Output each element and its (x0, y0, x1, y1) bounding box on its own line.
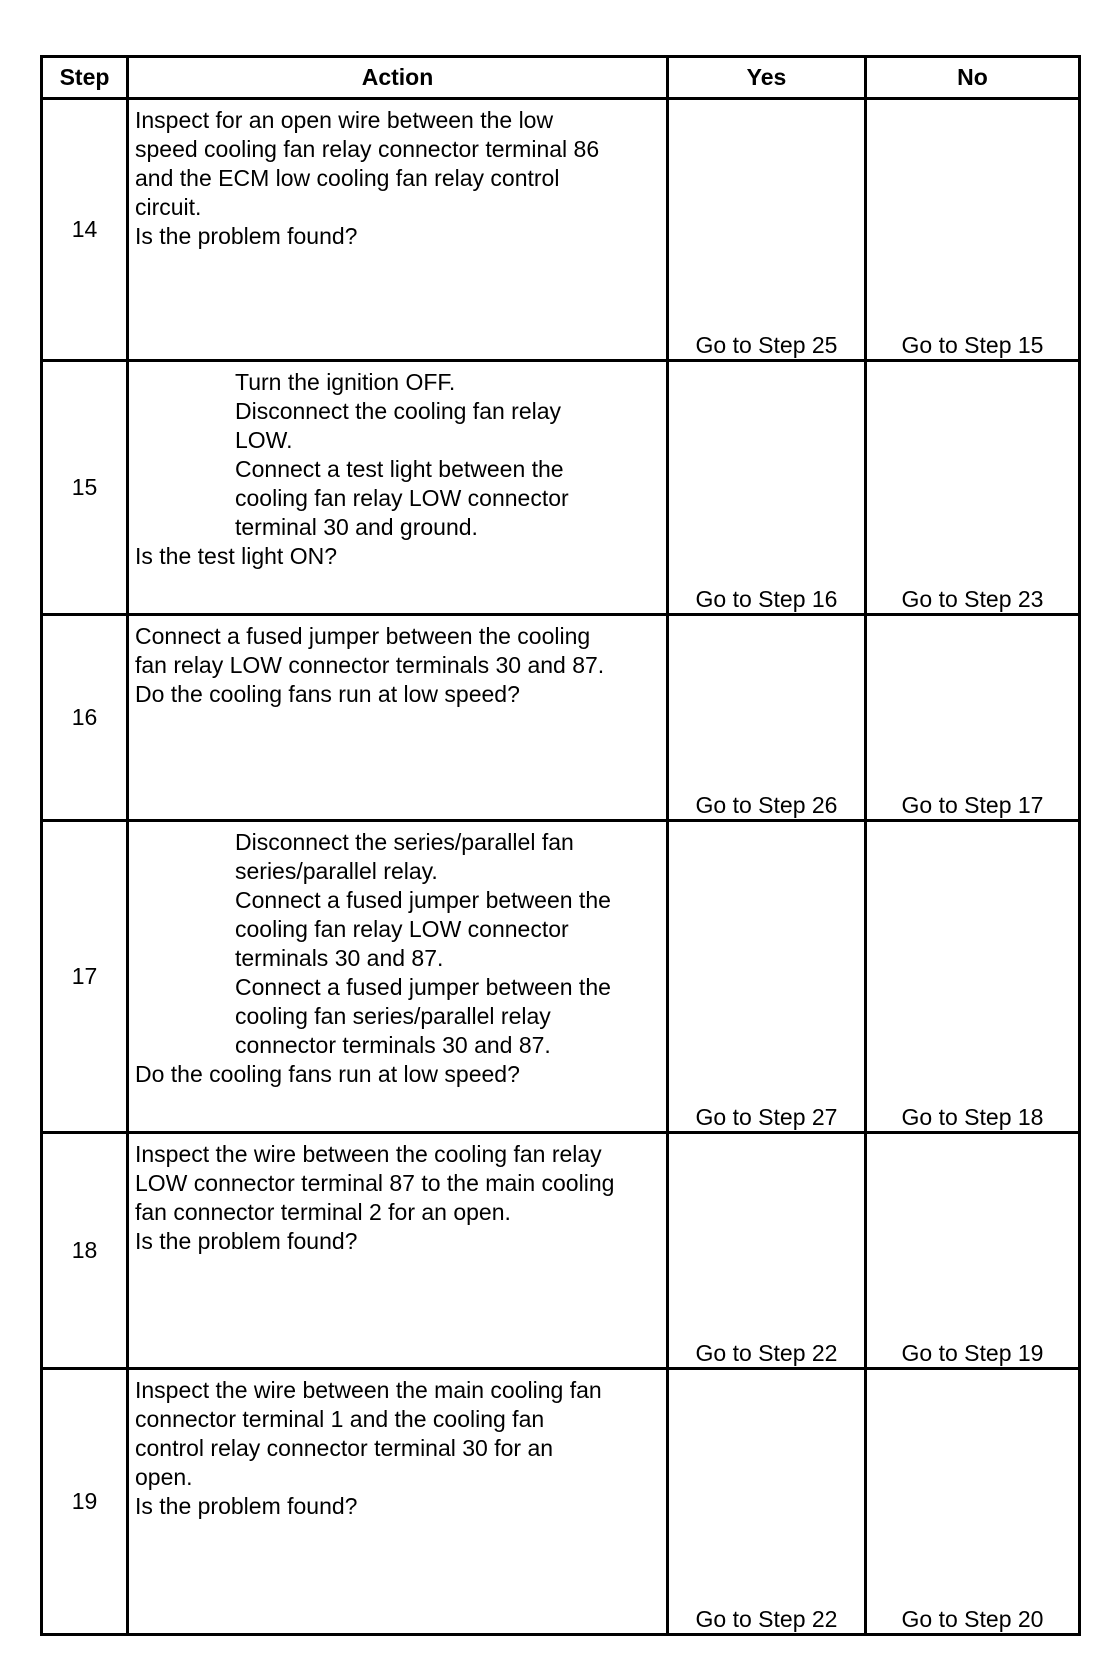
question-text: Do the cooling fans run at low speed? (135, 1061, 520, 1087)
step-number: 14 (42, 99, 128, 361)
yes-result: Go to Step 25 (668, 99, 866, 361)
yes-result: Go to Step 22 (668, 1133, 866, 1369)
table-row (42, 361, 1080, 615)
yes-result: Go to Step 22 (668, 1369, 866, 1635)
step-number: 19 (42, 1369, 128, 1635)
no-result: Go to Step 23 (866, 361, 1080, 615)
step-number: 15 (42, 361, 128, 615)
action-cell (128, 615, 668, 821)
question-text: Is the problem found? (135, 1228, 358, 1254)
table-row (42, 821, 1080, 1133)
no-result: Go to Step 15 (866, 99, 1080, 361)
action-text: Turn the ignition OFF. Disconnect the cooling fan relay LOW. Connect a test light between the cooling fan relay LOW connector terminal 30 and ground. (235, 369, 569, 540)
action-text: Disconnect the series/parallel fan series/parallel relay. Connect a fused jumper between the cooling fan relay LOW connector terminals 30 and 87. Connect a fused jumper between the cooling fan series/parallel relay connector terminals 30 and 87. (235, 829, 611, 1058)
header-no: No (866, 57, 1080, 99)
yes-result: Go to Step 26 (668, 615, 866, 821)
action-text: Connect a fused jumper between the cooling fan relay LOW connector terminals 30 and 87. (135, 623, 605, 678)
header-action: Action (128, 57, 668, 99)
header-step: Step (42, 57, 128, 99)
table-row (42, 1369, 1080, 1635)
table-row (42, 1133, 1080, 1369)
question-text: Is the problem found? (135, 1493, 358, 1519)
step-number: 17 (42, 821, 128, 1133)
action-cell (128, 1369, 668, 1635)
action-cell (128, 99, 668, 361)
diagnostic-table (40, 55, 1081, 1636)
header-yes: Yes (668, 57, 866, 99)
action-cell (128, 361, 668, 615)
action-text: Inspect for an open wire between the low speed cooling fan relay connector terminal 86 and the ECM low cooling fan relay control circuit. (135, 107, 600, 220)
table-row (42, 615, 1080, 821)
action-cell (128, 1133, 668, 1369)
yes-result: Go to Step 27 (668, 821, 866, 1133)
question-text: Is the test light ON? (135, 543, 337, 569)
action-cell (128, 821, 668, 1133)
no-result: Go to Step 19 (866, 1133, 1080, 1369)
step-number: 16 (42, 615, 128, 821)
step-number: 18 (42, 1133, 128, 1369)
no-result: Go to Step 20 (866, 1369, 1080, 1635)
question-text: Is the problem found? (135, 223, 358, 249)
header-row (42, 57, 1080, 99)
no-result: Go to Step 18 (866, 821, 1080, 1133)
table-row (42, 99, 1080, 361)
question-text: Do the cooling fans run at low speed? (135, 681, 520, 707)
action-text: Inspect the wire between the main cooling fan connector terminal 1 and the cooling fan control relay connector terminal 30 for an open. (135, 1377, 602, 1490)
yes-result: Go to Step 16 (668, 361, 866, 615)
no-result: Go to Step 17 (866, 615, 1080, 821)
action-text: Inspect the wire between the cooling fan relay LOW connector terminal 87 to the main cooling fan connector terminal 2 for an open. (135, 1141, 615, 1225)
